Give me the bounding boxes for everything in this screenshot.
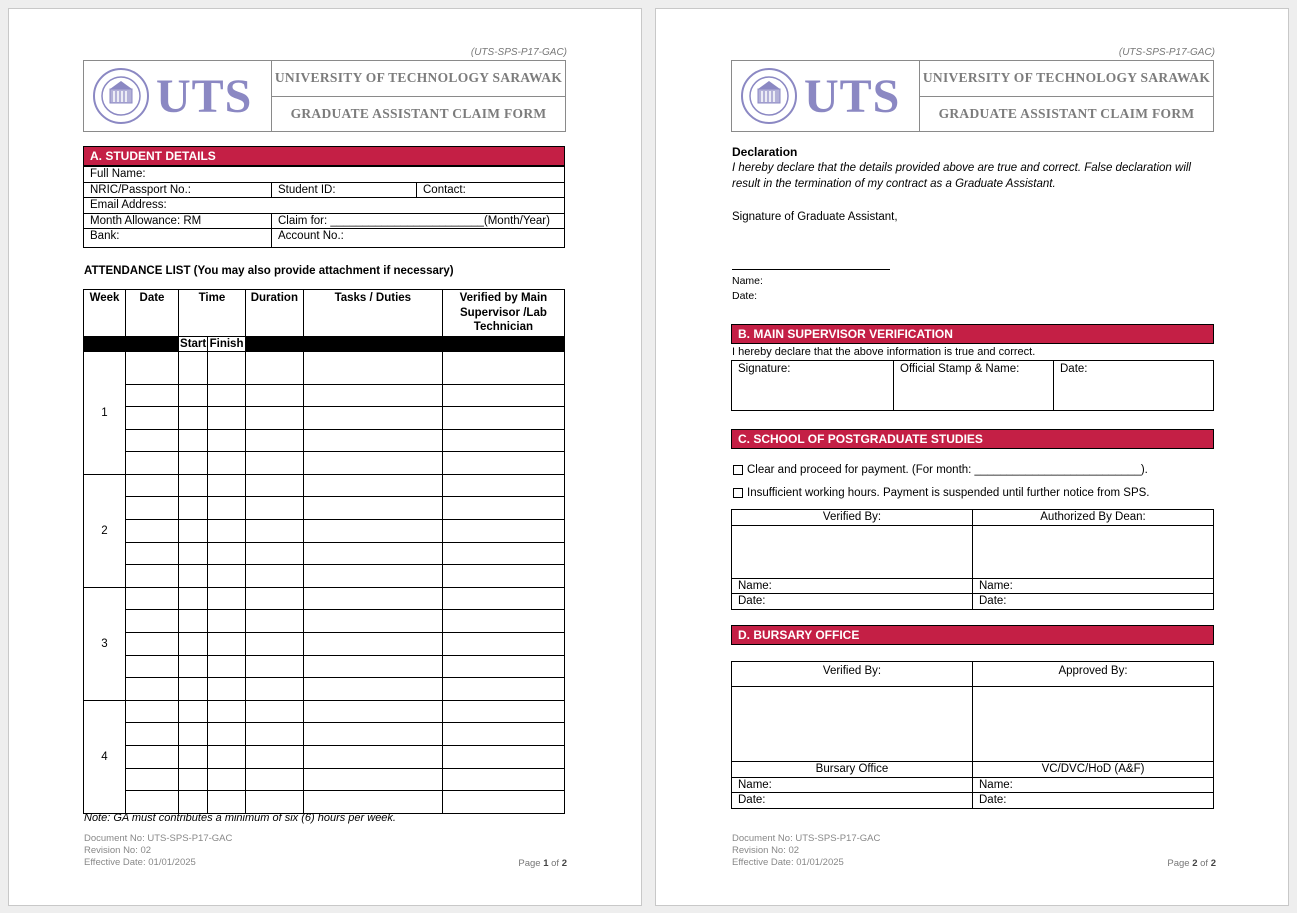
finish-cell[interactable] (208, 678, 246, 701)
university-name: UNIVERSITY OF TECHNOLOGY SARAWAK (920, 61, 1213, 97)
finish-cell[interactable] (208, 497, 246, 520)
ga-name[interactable]: Name: (732, 275, 763, 287)
finish-cell[interactable] (208, 542, 246, 565)
sps-verified-by: Verified By: (732, 510, 973, 526)
supervisor-signature[interactable]: Signature: (732, 361, 894, 411)
doc-number: Document No: UTS-SPS-P17-GAC (732, 833, 881, 844)
subheader-finish: Finish (209, 337, 244, 350)
table-row (84, 351, 565, 384)
supervisor-date[interactable]: Date: (1054, 361, 1214, 411)
duration-cell[interactable] (245, 452, 303, 475)
tasks-cell[interactable] (303, 565, 442, 588)
bursary-approved-by: Approved By: (973, 662, 1214, 687)
ga-signature-label: Signature of Graduate Assistant, (732, 211, 898, 223)
start-cell[interactable] (179, 655, 208, 678)
duration-cell[interactable] (245, 655, 303, 678)
start-cell[interactable] (179, 610, 208, 633)
table-row (84, 610, 565, 633)
student-details-section (83, 146, 565, 248)
bursary-verified-by: Verified By: (732, 662, 973, 687)
finish-cell[interactable] (208, 429, 246, 452)
table-row (84, 587, 565, 610)
bursary-approved-signature[interactable] (973, 687, 1214, 762)
page-of: of (1197, 858, 1211, 869)
email-field[interactable]: Email Address: (84, 198, 565, 214)
university-logo (732, 61, 920, 131)
revision-number: Revision No: 02 (732, 845, 800, 856)
bursary-verified-name[interactable]: Name: (732, 777, 973, 793)
attendance-section (83, 289, 565, 814)
verified-cell[interactable] (442, 351, 564, 384)
verified-cell[interactable] (442, 768, 564, 791)
start-cell[interactable] (179, 768, 208, 791)
bank-field[interactable]: Bank: (84, 229, 272, 248)
finish-cell[interactable] (208, 565, 246, 588)
table-row (84, 791, 565, 814)
finish-cell[interactable] (208, 610, 246, 633)
date-cell[interactable] (126, 633, 179, 656)
duration-cell[interactable] (245, 565, 303, 588)
date-cell[interactable] (126, 351, 179, 384)
form-title: GRADUATE ASSISTANT CLAIM FORM (938, 105, 1195, 121)
tasks-cell[interactable] (303, 678, 442, 701)
form-title: GRADUATE ASSISTANT CLAIM FORM (290, 105, 547, 121)
start-cell[interactable] (179, 700, 208, 723)
sps-signature-table-wrap (731, 509, 1214, 610)
logo-wordmark: UTS (804, 69, 901, 123)
verified-cell[interactable] (442, 384, 564, 407)
verified-cell[interactable] (442, 407, 564, 430)
sps-authorized-by: Authorized By Dean: (973, 510, 1214, 526)
supervisor-stamp[interactable]: Official Stamp & Name: (894, 361, 1054, 411)
duration-cell[interactable] (245, 768, 303, 791)
tasks-cell[interactable] (303, 474, 442, 497)
verified-cell[interactable] (442, 497, 564, 520)
sps-dean-name[interactable]: Name: (973, 578, 1214, 594)
start-cell[interactable] (179, 565, 208, 588)
form-page-2 (655, 8, 1289, 906)
col-duration: Duration (245, 290, 303, 337)
start-cell[interactable] (179, 429, 208, 452)
document-code: (UTS-SPS-P17-GAC) (1118, 47, 1215, 58)
date-cell[interactable] (126, 700, 179, 723)
duration-cell[interactable] (245, 610, 303, 633)
university-logo (84, 61, 272, 131)
duration-cell[interactable] (245, 700, 303, 723)
date-cell[interactable] (126, 610, 179, 633)
duration-cell[interactable] (245, 474, 303, 497)
total-pages: 2 (1210, 858, 1216, 869)
date-cell[interactable] (126, 407, 179, 430)
tasks-cell[interactable] (303, 655, 442, 678)
subheader-date (126, 336, 179, 351)
tasks-cell[interactable] (303, 429, 442, 452)
date-cell[interactable] (126, 791, 179, 814)
duration-cell[interactable] (245, 429, 303, 452)
tasks-cell[interactable] (303, 610, 442, 633)
finish-cell[interactable] (208, 520, 246, 543)
checkbox-icon[interactable] (733, 488, 743, 498)
date-cell[interactable] (126, 542, 179, 565)
document-footer (732, 833, 880, 869)
table-row (84, 497, 565, 520)
start-cell[interactable] (179, 542, 208, 565)
sps-section (731, 429, 1214, 449)
tasks-cell[interactable] (303, 452, 442, 475)
table-row (84, 723, 565, 746)
duration-cell[interactable] (245, 542, 303, 565)
document-footer (84, 833, 232, 869)
table-row (84, 407, 565, 430)
verified-cell[interactable] (442, 565, 564, 588)
finish-cell[interactable] (208, 587, 246, 610)
col-time: Time (179, 290, 246, 337)
verified-cell[interactable] (442, 723, 564, 746)
duration-cell[interactable] (245, 497, 303, 520)
duration-cell[interactable] (245, 746, 303, 769)
finish-cell[interactable] (208, 700, 246, 723)
page-prefix: Page (1167, 858, 1193, 869)
finish-cell[interactable] (208, 407, 246, 430)
finish-cell[interactable] (208, 655, 246, 678)
bursary-signature-table (731, 661, 1214, 809)
section-c-title: C. SCHOOL OF POSTGRADUATE STUDIES (731, 429, 1214, 449)
duration-cell[interactable] (245, 791, 303, 814)
claim-for-field[interactable]: Claim for: ________________________(Month/Year) (272, 213, 565, 229)
finish-cell[interactable] (208, 351, 246, 384)
date-cell[interactable] (126, 768, 179, 791)
start-cell[interactable] (179, 791, 208, 814)
duration-cell[interactable] (245, 384, 303, 407)
verified-cell[interactable] (442, 633, 564, 656)
allowance-field[interactable]: Month Allowance: RM (84, 213, 272, 229)
col-date: Date (126, 290, 179, 337)
start-cell[interactable] (179, 497, 208, 520)
tasks-cell[interactable] (303, 497, 442, 520)
university-seal-icon (92, 67, 150, 125)
attendance-note: Note: GA must contributes a minimum of six (6) hours per week. (84, 812, 396, 824)
start-cell[interactable] (179, 723, 208, 746)
tasks-cell[interactable] (303, 384, 442, 407)
start-cell[interactable] (179, 678, 208, 701)
student-id-field[interactable]: Student ID: (272, 182, 417, 198)
start-cell[interactable] (179, 407, 208, 430)
tasks-cell[interactable] (303, 768, 442, 791)
sps-signature-table (731, 509, 1214, 610)
insufficient-hours-option[interactable] (733, 487, 1150, 499)
date-cell[interactable] (126, 723, 179, 746)
university-name: UNIVERSITY OF TECHNOLOGY SARAWAK (272, 61, 565, 97)
effective-date: Effective Date: 01/01/2025 (84, 857, 196, 868)
verified-cell[interactable] (442, 429, 564, 452)
supervisor-signature-table (731, 360, 1214, 411)
date-cell[interactable] (126, 429, 179, 452)
tasks-cell[interactable] (303, 542, 442, 565)
col-tasks: Tasks / Duties (303, 290, 442, 337)
document-code: (UTS-SPS-P17-GAC) (470, 47, 567, 58)
subheader-verified (442, 336, 564, 351)
bursary-section (731, 625, 1214, 645)
duration-cell[interactable] (245, 351, 303, 384)
date-cell[interactable] (126, 565, 179, 588)
finish-cell[interactable] (208, 633, 246, 656)
duration-cell[interactable] (245, 587, 303, 610)
tasks-cell[interactable] (303, 700, 442, 723)
bursary-verified-signature[interactable] (732, 687, 973, 762)
finish-cell[interactable] (208, 474, 246, 497)
table-row (84, 565, 565, 588)
declaration-title: Declaration (732, 145, 798, 159)
date-cell[interactable] (126, 746, 179, 769)
ga-signature-line[interactable] (732, 269, 890, 270)
table-row (84, 520, 565, 543)
start-cell[interactable] (179, 746, 208, 769)
date-cell[interactable] (126, 497, 179, 520)
table-row (84, 633, 565, 656)
week-number: 4 (84, 700, 126, 813)
section-b-title: B. MAIN SUPERVISOR VERIFICATION (731, 324, 1214, 344)
date-cell[interactable] (126, 474, 179, 497)
table-row (84, 768, 565, 791)
bursary-approved-date[interactable]: Date: (973, 793, 1214, 809)
date-cell[interactable] (126, 384, 179, 407)
duration-cell[interactable] (245, 633, 303, 656)
table-row (84, 429, 565, 452)
page-of: of (548, 858, 562, 869)
section-a-title: A. STUDENT DETAILS (83, 146, 565, 166)
duration-cell[interactable] (245, 678, 303, 701)
clear-payment-label: Clear and proceed for payment. (For month: __________________________). (747, 464, 1148, 476)
sps-verified-name[interactable]: Name: (732, 578, 973, 594)
vc-label: VC/DVC/HoD (A&F) (973, 762, 1214, 778)
tasks-cell[interactable] (303, 791, 442, 814)
verified-cell[interactable] (442, 655, 564, 678)
start-cell[interactable] (179, 633, 208, 656)
total-pages: 2 (561, 858, 567, 869)
date-cell[interactable] (126, 655, 179, 678)
subheader-week (84, 336, 126, 351)
supervisor-verification-section (731, 324, 1214, 411)
bursary-office-label: Bursary Office (732, 762, 973, 778)
table-row (84, 746, 565, 769)
week-number: 1 (84, 351, 126, 474)
subheader-start: Start (180, 337, 207, 350)
finish-cell[interactable] (208, 791, 246, 814)
time-subheader-row (84, 336, 565, 351)
finish-cell[interactable] (208, 746, 246, 769)
contact-field[interactable]: Contact: (417, 182, 565, 198)
table-row (84, 384, 565, 407)
start-cell[interactable] (179, 587, 208, 610)
finish-cell[interactable] (208, 384, 246, 407)
tasks-cell[interactable] (303, 407, 442, 430)
finish-cell[interactable] (208, 723, 246, 746)
verified-cell[interactable] (442, 452, 564, 475)
student-details-table (83, 166, 565, 248)
table-row (84, 474, 565, 497)
form-page-1 (8, 8, 642, 906)
week-number: 3 (84, 587, 126, 700)
subheader-duration (245, 336, 303, 351)
insufficient-hours-label: Insufficient working hours. Payment is suspended until further notice from SPS. (747, 487, 1150, 499)
col-verified: Verified by Main Supervisor /Lab Technician (442, 290, 564, 337)
tasks-cell[interactable] (303, 746, 442, 769)
table-row (84, 700, 565, 723)
sps-verified-date[interactable]: Date: (732, 594, 973, 610)
start-cell[interactable] (179, 474, 208, 497)
declaration-text: I hereby declare that the details provided above are true and correct. False declaration will result in the termination of my contract as a Graduate Assistant. (732, 162, 1191, 190)
date-cell[interactable] (126, 587, 179, 610)
university-seal-icon (740, 67, 798, 125)
verified-cell[interactable] (442, 610, 564, 633)
verified-cell[interactable] (442, 520, 564, 543)
date-cell[interactable] (126, 452, 179, 475)
form-header (83, 60, 566, 132)
section-d-title: D. BURSARY OFFICE (731, 625, 1214, 645)
duration-cell[interactable] (245, 520, 303, 543)
page-number (1058, 858, 1216, 869)
sps-dean-signature[interactable] (973, 525, 1214, 578)
table-row (84, 678, 565, 701)
table-row (84, 542, 565, 565)
attendance-table (83, 289, 565, 814)
duration-cell[interactable] (245, 407, 303, 430)
verified-cell[interactable] (442, 700, 564, 723)
clear-payment-option[interactable] (733, 464, 1148, 476)
start-cell[interactable] (179, 452, 208, 475)
duration-cell[interactable] (245, 723, 303, 746)
current-page: 1 (543, 858, 549, 869)
form-header (731, 60, 1214, 132)
tasks-cell[interactable] (303, 633, 442, 656)
start-cell[interactable] (179, 520, 208, 543)
section-b-text: I hereby declare that the above information is true and correct. (732, 346, 1036, 358)
date-cell[interactable] (126, 520, 179, 543)
verified-cell[interactable] (442, 474, 564, 497)
current-page: 2 (1192, 858, 1198, 869)
week-number: 2 (84, 474, 126, 587)
sps-dean-date[interactable]: Date: (973, 594, 1214, 610)
sps-verified-signature[interactable] (732, 525, 973, 578)
nric-field[interactable]: NRIC/Passport No.: (84, 182, 272, 198)
attendance-title: ATTENDANCE LIST (You may also provide attachment if necessary) (84, 265, 454, 277)
verified-cell[interactable] (442, 587, 564, 610)
table-row (84, 655, 565, 678)
verified-cell[interactable] (442, 791, 564, 814)
bursary-table-wrap (731, 661, 1214, 809)
bursary-verified-date[interactable]: Date: (732, 793, 973, 809)
page-prefix: Page (518, 858, 544, 869)
subheader-tasks (303, 336, 442, 351)
doc-number: Document No: UTS-SPS-P17-GAC (84, 833, 233, 844)
col-week: Week (84, 290, 126, 337)
tasks-cell[interactable] (303, 351, 442, 384)
logo-wordmark: UTS (156, 69, 253, 123)
tasks-cell[interactable] (303, 723, 442, 746)
tasks-cell[interactable] (303, 520, 442, 543)
account-field[interactable]: Account No.: (272, 229, 565, 248)
finish-cell[interactable] (208, 452, 246, 475)
table-row (84, 452, 565, 475)
checkbox-icon[interactable] (733, 465, 743, 475)
full-name-field[interactable]: Full Name: (84, 167, 565, 183)
start-cell[interactable] (179, 351, 208, 384)
ga-date[interactable]: Date: (732, 290, 758, 302)
date-cell[interactable] (126, 678, 179, 701)
bursary-approved-name[interactable]: Name: (973, 777, 1214, 793)
tasks-cell[interactable] (303, 587, 442, 610)
effective-date: Effective Date: 01/01/2025 (732, 857, 844, 868)
finish-cell[interactable] (208, 768, 246, 791)
start-cell[interactable] (179, 384, 208, 407)
verified-cell[interactable] (442, 678, 564, 701)
verified-cell[interactable] (442, 746, 564, 769)
page-number (409, 858, 567, 869)
verified-cell[interactable] (442, 542, 564, 565)
revision-number: Revision No: 02 (84, 845, 152, 856)
